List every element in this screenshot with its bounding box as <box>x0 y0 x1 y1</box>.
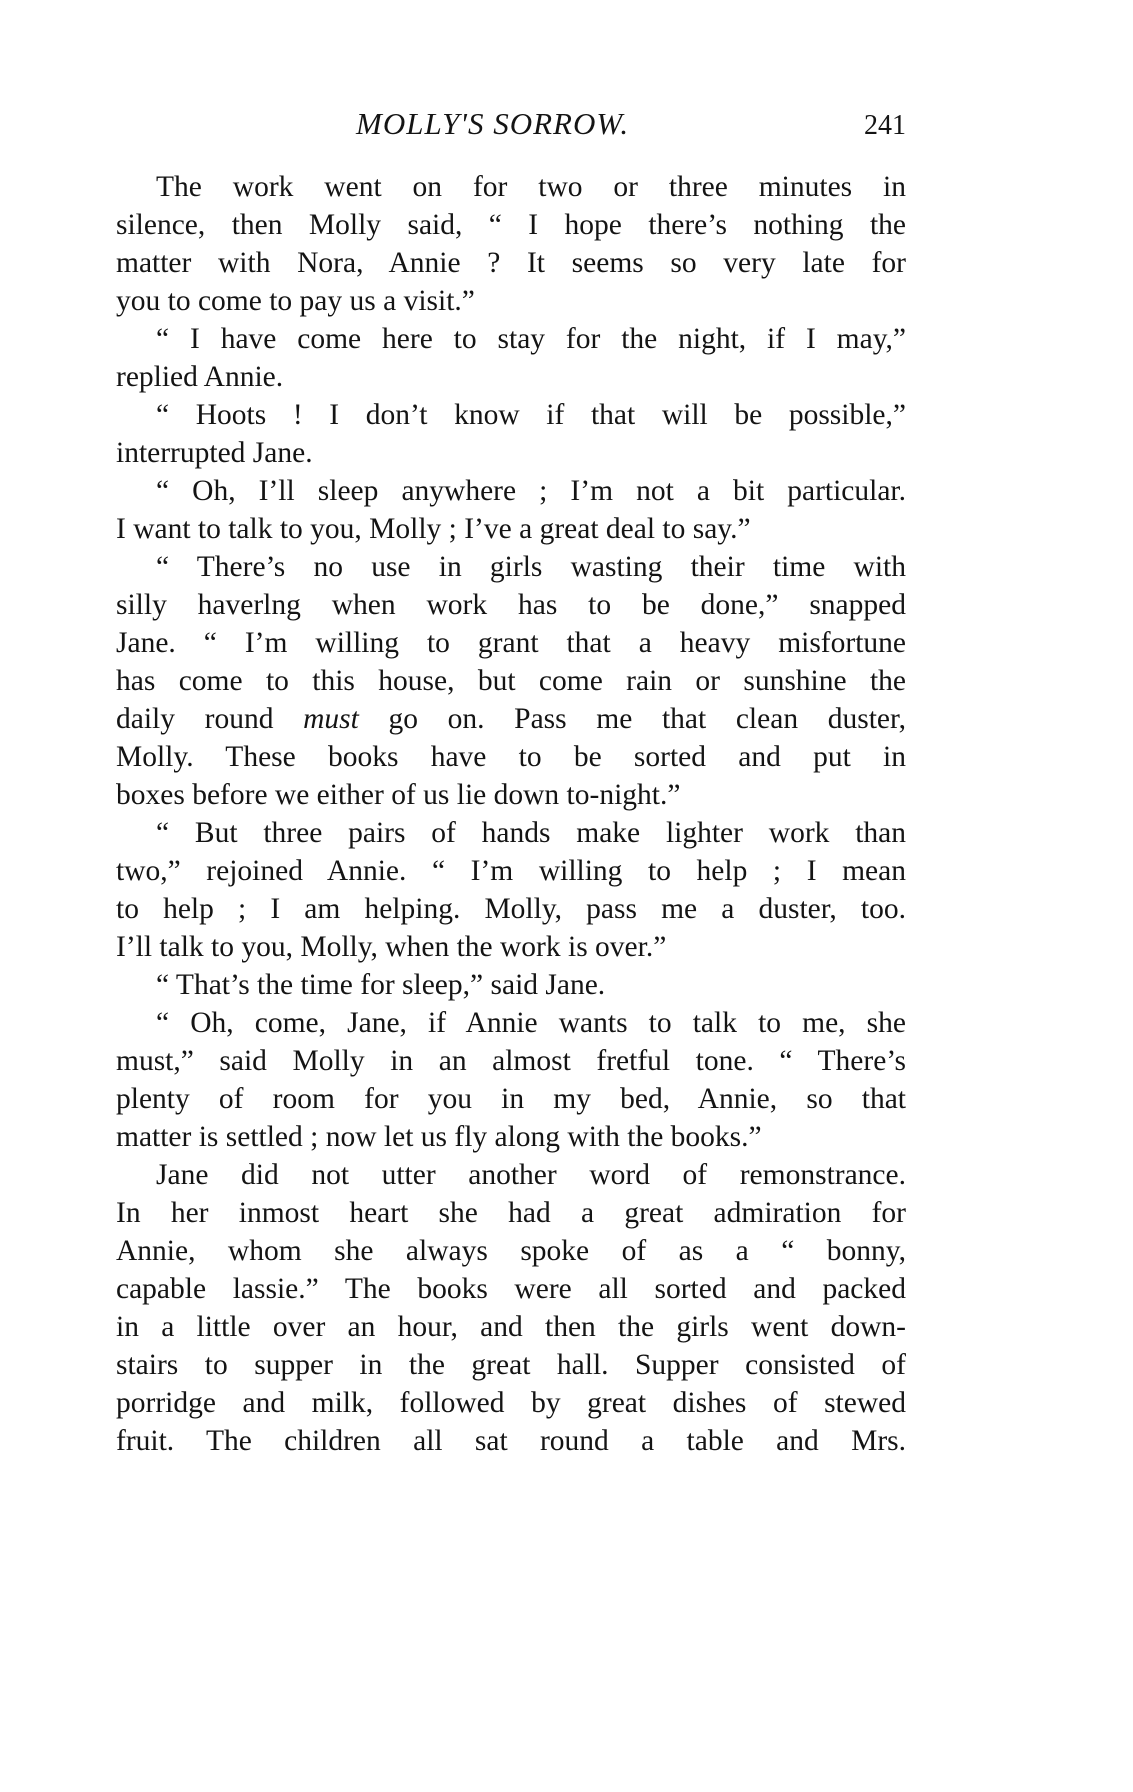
text-line-with-italic: daily round must go on. Pass me that clean duster, <box>116 703 907 735</box>
text-line: has come to this house, but come rain or sunshine the <box>116 665 906 697</box>
text-line: two,” rejoined Annie. “ I’m willing to help ; I mean <box>116 855 906 887</box>
text-line: silence, then Molly said, “ I hope there’s nothing the <box>116 209 906 241</box>
text-line: matter with Nora, Annie ? It seems so very late for <box>116 247 906 279</box>
text-line: Annie, whom she always spoke of as a “ bonny, <box>116 1235 906 1267</box>
text-line: “ Oh, I’ll sleep anywhere ; I’m not a bit particular. <box>156 475 906 507</box>
text-line: replied Annie. <box>116 361 284 393</box>
text-line: capable lassie.” The books were all sorted and packed <box>116 1273 906 1305</box>
text-line: Jane. “ I’m willing to grant that a heavy misfortune <box>116 627 906 659</box>
text-line: matter is settled ; now let us fly along with the books.” <box>116 1121 762 1153</box>
text-line: The work went on for two or three minutes in <box>156 171 906 203</box>
text-line: I want to talk to you, Molly ; I’ve a great deal to say.” <box>116 513 751 545</box>
text-line: “ That’s the time for sleep,” said Jane. <box>156 969 606 1001</box>
text-line: interrupted Jane. <box>116 437 313 469</box>
text-line: plenty of room for you in my bed, Annie, so that <box>116 1083 906 1115</box>
text-line: “ Oh, come, Jane, if Annie wants to talk to me, she <box>156 1007 906 1039</box>
text-line: In her inmost heart she had a great admiration for <box>116 1197 906 1229</box>
text-line: I’ll talk to you, Molly, when the work is over.” <box>116 931 667 963</box>
running-title: MOLLY'S SORROW. <box>356 106 630 141</box>
running-head <box>116 106 906 154</box>
text-line: fruit. The children all sat round a table and Mrs. <box>116 1425 906 1457</box>
text-line: stairs to supper in the great hall. Supper consisted of <box>116 1349 906 1381</box>
italic-emphasis: must <box>303 703 359 735</box>
text-line: in a little over an hour, and then the girls went down- <box>116 1311 906 1343</box>
body-text <box>116 168 906 1460</box>
text-line: you to come to pay us a visit.” <box>116 285 475 317</box>
text-line: to help ; I am helping. Molly, pass me a duster, too. <box>116 893 906 925</box>
text-line: “ There’s no use in girls wasting their time with <box>156 551 906 583</box>
text-line: porridge and milk, followed by great dishes of stewed <box>116 1387 906 1419</box>
text-line: Molly. These books have to be sorted and put in <box>116 741 906 773</box>
text-line: boxes before we either of us lie down to-night.” <box>116 779 681 811</box>
text-line: Jane did not utter another word of remonstrance. <box>156 1159 906 1191</box>
text-line: “ Hoots ! I don’t know if that will be possible,” <box>156 399 906 431</box>
text-line: “ I have come here to stay for the night, if I may,” <box>156 323 906 355</box>
text-line: silly haverlng when work has to be done,” snapped <box>116 589 906 621</box>
page-number: 241 <box>864 110 906 141</box>
text-line: “ But three pairs of hands make lighter work than <box>156 817 906 849</box>
text-line: must,” said Molly in an almost fretful tone. “ There’s <box>116 1045 906 1077</box>
